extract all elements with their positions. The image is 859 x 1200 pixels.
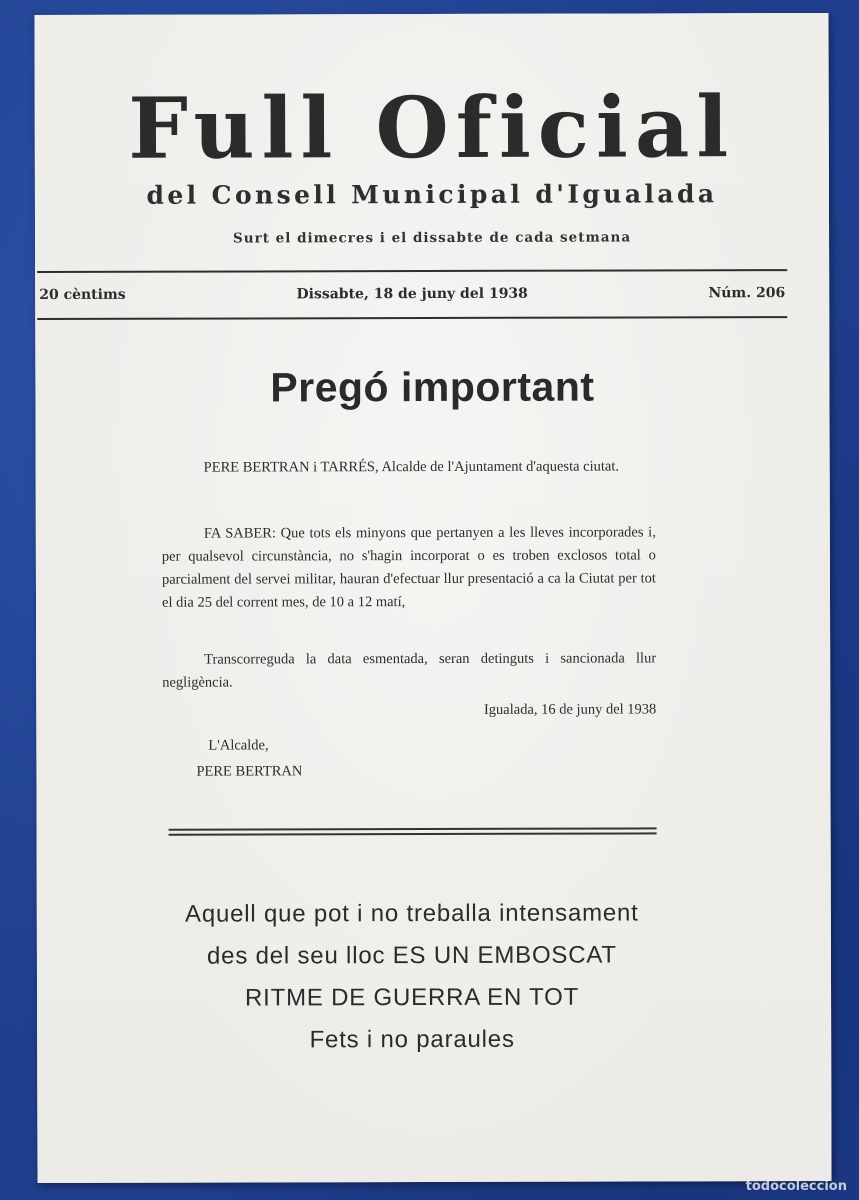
place-date: Igualada, 16 de juny del 1938: [483, 701, 657, 718]
article-paragraph: PERE BERTRAN i TARRÉS, Alcalde de l'Ajuntament d'aquesta ciutat.: [203, 458, 620, 476]
article-paragraph: FA SABER: Que tots els minyons que pertanyen a les lleves incorporades i, per qualsevol circunstància, no s'hagin incorporat o es troben exclosos total o parcialment del servei militar, hauran d'efectuar llur presentació a ca la Ciutat per tot el dia 25 del corrent mes, de 10 a 12 matí,: [161, 524, 656, 611]
separator-rule: [169, 827, 657, 830]
separator-rule: [169, 832, 657, 835]
signature-name: PERE BERTRAN: [196, 763, 303, 780]
dateline: [39, 285, 786, 304]
slogan-line: Aquell que pot i no treballa intensament: [184, 899, 639, 928]
newspaper-page: [34, 13, 831, 1183]
slogan-line: Fets i no paraules: [309, 1025, 515, 1054]
issue-number: Núm. 206: [708, 285, 786, 302]
slogan-line: RITME DE GUERRA EN TOT: [244, 983, 580, 1012]
slogan-line: des del seu lloc ES UN EMBOSCAT: [206, 941, 617, 970]
article-paragraph: Transcorreguda la data esmentada, seran detinguts i sancionada llur negligència.: [162, 650, 657, 691]
article-headline: Pregó important: [270, 363, 595, 411]
signature-role: L'Alcalde,: [208, 737, 269, 754]
masthead-title: Full Oficial: [128, 77, 736, 178]
masthead-subtitle: del Consell Municipal d'Igualada: [146, 179, 718, 210]
watermark: todocoleccion: [745, 1179, 847, 1194]
publication-frequency: Surt el dimecres i el dissabte de cada setmana: [233, 229, 632, 247]
top-rule: [37, 269, 787, 273]
issue-date: Dissabte, 18 de juny del 1938: [296, 285, 528, 303]
issue-price: 20 cèntims: [39, 286, 126, 304]
bottom-rule: [37, 316, 787, 320]
